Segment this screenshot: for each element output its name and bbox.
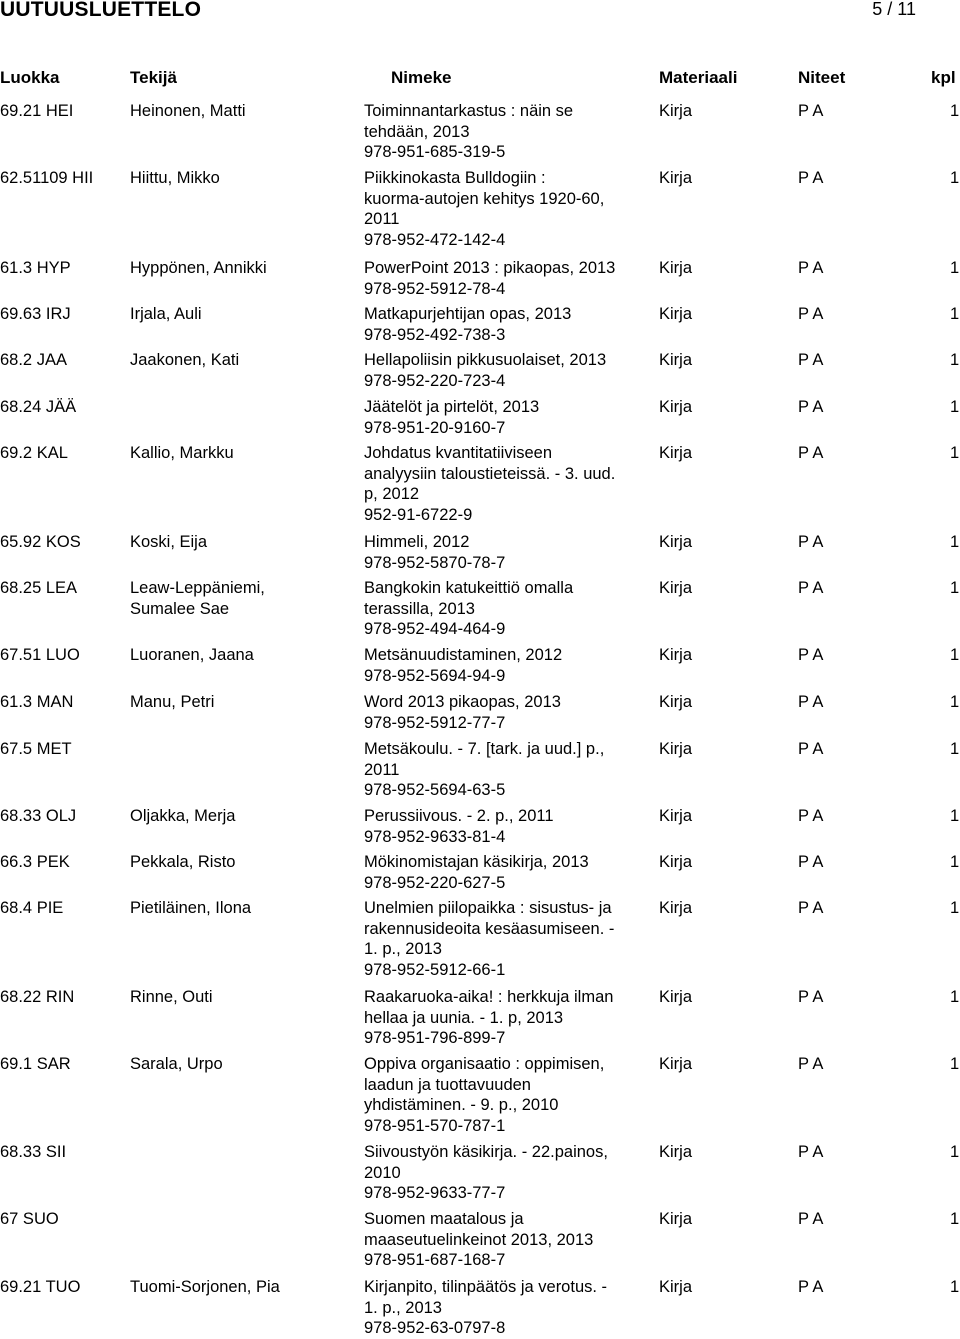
book-title [364,304,571,345]
author [130,1054,223,1075]
copy-count: 1 [950,444,960,462]
notes: P A [798,988,824,1006]
copy-count: 1 [950,102,960,120]
book-title-line: Piikkinokasta Bulldogiin : [364,169,546,187]
class-code: 69.63 IRJ [0,305,71,323]
book-title-line: 952-91-6722-9 [364,505,473,524]
book-title-line: Suomen maatalous ja [364,1210,524,1228]
book-title [364,1142,608,1204]
book-title [364,739,604,801]
book-title-line: 978-952-5912-77-7 [364,713,506,732]
book-title-line: PowerPoint 2013 : pikaopas, 2013 [364,259,616,277]
book-title-line: 2011 [364,760,400,779]
book-title-line: Toiminnantarkastus : näin se [364,102,574,120]
book-title [364,532,505,573]
copy-count: 1 [950,988,960,1006]
author-line: Koski, Eija [130,533,208,551]
book-title [364,443,615,525]
book-title-line: 978-952-5694-94-9 [364,666,506,685]
book-title [364,898,614,980]
book-title [364,101,573,163]
page-number: 5 / 11 [872,0,916,19]
copy-count: 1 [950,579,960,597]
book-title [364,852,589,893]
notes: P A [798,169,824,187]
book-title-line: 1. p., 2013 [364,940,442,958]
book-title-line: 1. p., 2013 [364,1298,442,1317]
book-title-line: Matkapurjehtijan opas, 2013 [364,305,572,323]
book-title-line: Unelmien piilopaikka : sisustus- ja [364,899,612,917]
book-title [364,1054,604,1136]
notes: P A [798,807,824,825]
material-type: Kirja [659,398,693,416]
book-title [364,1277,607,1339]
notes: P A [798,693,824,711]
author [130,898,251,919]
material-type: Kirja [659,1210,693,1228]
book-title-line: Metsänuudistaminen, 2012 [364,646,563,664]
notes: P A [798,102,824,120]
book-title-line: tehdään, 2013 [364,122,470,141]
copy-count: 1 [950,305,960,323]
book-title-line: 978-952-494-464-9 [364,620,506,638]
column-header-count: kpl [931,68,956,87]
notes: P A [798,444,824,462]
author [130,1277,280,1298]
book-title-line: 978-952-5912-78-4 [364,279,506,298]
author [130,350,239,371]
page-title: UUTUUSLUETTELO [0,0,202,21]
class-code: 65.92 KOS [0,533,81,551]
notes: P A [798,305,824,323]
book-title-line: 978-952-472-142-4 [364,230,506,249]
copy-count: 1 [950,1055,960,1073]
column-header-title: Nimeke [391,68,452,87]
book-title-line: Bangkokin katukeittiö omalla [364,579,574,597]
class-code: 69.21 TUO [0,1278,81,1296]
class-code: 68.2 JAA [0,351,67,369]
material-type: Kirja [659,169,693,187]
author-line: Sarala, Urpo [130,1055,223,1073]
author-line: Sumalee Sae [130,599,230,618]
book-title-line: yhdistäminen. - 9. p., 2010 [364,1096,559,1114]
author-line: Irjala, Auli [130,305,202,323]
material-type: Kirja [659,740,693,758]
book-title-line: 978-952-220-627-5 [364,873,506,892]
book-title [364,350,606,391]
book-title-line: Perussiivous. - 2. p., 2011 [364,807,554,825]
notes: P A [798,1055,824,1073]
notes: P A [798,1210,824,1228]
book-title [364,645,562,686]
material-type: Kirja [659,853,693,871]
author-line: Rinne, Outi [130,988,213,1006]
copy-count: 1 [950,351,960,369]
material-type: Kirja [659,444,693,462]
author [130,101,246,122]
author [130,304,202,325]
material-type: Kirja [659,899,693,917]
book-title [364,692,561,733]
notes: P A [798,579,824,597]
author [130,258,267,279]
book-title-line: Word 2013 pikaopas, 2013 [364,693,561,711]
class-code: 68.4 PIE [0,899,64,917]
copy-count: 1 [950,398,960,416]
book-title-line: 2011 [364,210,400,228]
book-title-line: Raakaruoka-aika! : herkkuja ilman [364,988,614,1006]
copy-count: 1 [950,646,960,664]
book-title-line: 978-951-685-319-5 [364,143,506,161]
copy-count: 1 [950,259,960,277]
book-title-line: Oppiva organisaatio : oppimisen, [364,1055,605,1073]
material-type: Kirja [659,646,693,664]
material-type: Kirja [659,102,693,120]
book-title-line: 978-952-63-0797-8 [364,1319,506,1337]
notes: P A [798,1278,824,1296]
class-code: 67.5 MET [0,740,72,758]
book-title [364,168,604,250]
class-code: 68.33 OLJ [0,807,77,825]
class-code: 69.2 KAL [0,444,68,462]
author [130,645,254,666]
book-title-line: 978-952-5694-63-5 [364,781,506,799]
book-title-line: 978-951-687-168-7 [364,1251,506,1269]
book-title-line: terassilla, 2013 [364,599,475,618]
book-title-line: Metsäkoulu. - 7. [tark. ja uud.] p., [364,740,605,758]
copy-count: 1 [950,1278,960,1296]
author [130,168,220,189]
copy-count: 1 [950,1143,960,1161]
book-title-line: Jäätelöt ja pirtelöt, 2013 [364,398,540,416]
author [130,532,207,553]
copy-count: 1 [950,807,960,825]
author-line: Heinonen, Matti [130,102,246,120]
class-code: 69.21 HEI [0,102,74,120]
notes: P A [798,1143,824,1161]
author-line: Leaw-Leppäniemi, [130,579,265,597]
notes: P A [798,646,824,664]
copy-count: 1 [950,853,960,871]
book-title-line: 978-952-9633-81-4 [364,827,506,846]
book-title-line: Himmeli, 2012 [364,533,470,551]
author [130,852,235,873]
author-line: Hiittu, Mikko [130,169,220,187]
book-title-line: Johdatus kvantitatiiviseen [364,444,553,462]
book-title-line: 978-951-796-899-7 [364,1029,506,1047]
author-line: Pekkala, Risto [130,853,236,871]
book-title-line: rakennusideoita kesäasumiseen. - [364,919,615,938]
class-code: 67.51 LUO [0,646,80,664]
book-title [364,806,554,847]
notes: P A [798,533,824,551]
author-line: Jaakonen, Kati [130,351,240,369]
material-type: Kirja [659,305,693,323]
material-type: Kirja [659,1278,693,1296]
author [130,578,265,619]
book-title-line: analyysiin taloustieteissä. - 3. uud. [364,464,616,483]
book-title [364,397,539,438]
book-title-line: 978-952-220-723-4 [364,371,506,390]
class-code: 68.24 JÄÄ [0,398,77,416]
book-title [364,987,613,1049]
book-title-line: 978-952-492-738-3 [364,325,506,344]
book-title-line: Kirjanpito, tilinpäätös ja verotus. - [364,1278,608,1296]
author [130,987,213,1008]
book-title [364,258,615,299]
copy-count: 1 [950,533,960,551]
material-type: Kirja [659,693,693,711]
book-title-line: Hellapoliisin pikkusuolaiset, 2013 [364,351,607,369]
book-title-line: Mökinomistajan käsikirja, 2013 [364,853,589,871]
column-header-class: Luokka [0,68,60,87]
book-title-line: 978-952-5870-78-7 [364,553,506,572]
author-line: Hyppönen, Annikki [130,259,267,277]
book-title-line: 978-951-20-9160-7 [364,418,506,437]
column-header-author: Tekijä [130,68,177,87]
author [130,806,235,827]
material-type: Kirja [659,807,693,825]
material-type: Kirja [659,259,693,277]
material-type: Kirja [659,351,693,369]
author-line: Oljakka, Merja [130,807,236,825]
material-type: Kirja [659,579,693,597]
book-title-line: 2010 [364,1163,401,1182]
notes: P A [798,398,824,416]
material-type: Kirja [659,1143,693,1161]
author-line: Kallio, Markku [130,444,234,462]
class-code: 67 SUO [0,1210,59,1228]
book-title-line: maaseutuelinkeinot 2013, 2013 [364,1230,594,1249]
book-title-line: kuorma-autojen kehitys 1920-60, [364,189,605,208]
column-header-material: Materiaali [659,68,738,87]
class-code: 68.33 SII [0,1143,67,1161]
author [130,443,234,464]
author [130,692,214,713]
class-code: 62.51109 HII [0,169,94,187]
material-type: Kirja [659,533,693,551]
notes: P A [798,351,824,369]
copy-count: 1 [950,1210,960,1228]
copy-count: 1 [950,169,960,187]
class-code: 61.3 MAN [0,693,74,711]
author-line: Luoranen, Jaana [130,646,254,664]
copy-count: 1 [950,899,960,917]
column-header-notes: Niteet [798,68,846,87]
book-title-line: hellaa ja uunia. - 1. p, 2013 [364,1008,564,1027]
notes: P A [798,853,824,871]
book-title-line: 978-952-5912-66-1 [364,960,506,979]
material-type: Kirja [659,988,693,1006]
class-code: 61.3 HYP [0,259,71,277]
author-line: Manu, Petri [130,693,215,711]
material-type: Kirja [659,1055,693,1073]
book-title-line: 978-952-9633-77-7 [364,1184,506,1202]
copy-count: 1 [950,740,960,758]
class-code: 68.25 LEA [0,579,78,597]
book-title-line: 978-951-570-787-1 [364,1116,506,1135]
copy-count: 1 [950,693,960,711]
author-line: Tuomi-Sorjonen, Pia [130,1278,280,1296]
book-title-line: Siivoustyön käsikirja. - 22.painos, [364,1143,608,1161]
class-code: 68.22 RIN [0,988,75,1006]
class-code: 66.3 PEK [0,853,70,871]
notes: P A [798,899,824,917]
class-code: 69.1 SAR [0,1055,71,1073]
author-line: Pietiläinen, Ilona [130,899,252,917]
book-title-line: laadun ja tuottavuuden [364,1075,531,1094]
book-title [364,1209,593,1271]
book-title [364,578,573,640]
notes: P A [798,740,824,758]
notes: P A [798,259,824,277]
book-title-line: p, 2012 [364,485,420,503]
